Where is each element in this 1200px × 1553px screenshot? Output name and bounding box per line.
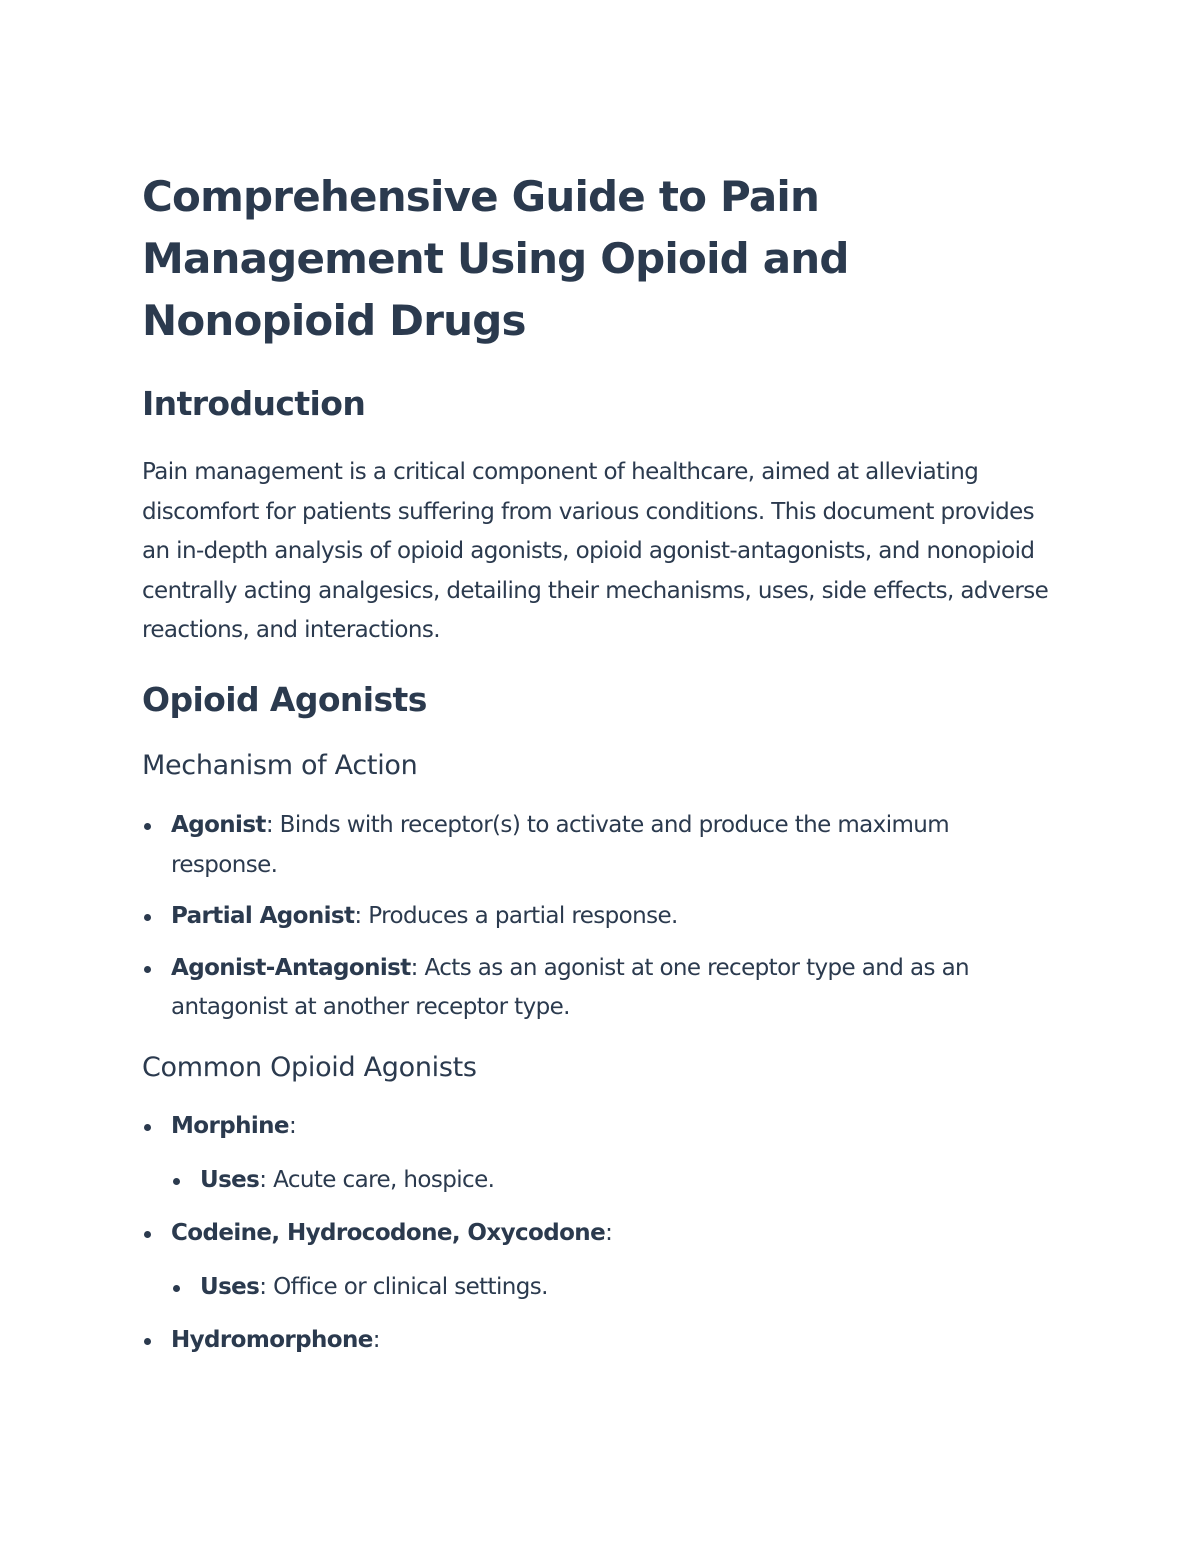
term-description: : Acts as an agonist at one receptor type and as an antagonist at another receptor type. (171, 954, 970, 1021)
list-item-agonist (142, 806, 1062, 885)
list-item-agonist-antagonist (142, 949, 1062, 1028)
list-item-codeine-hydrocodone-oxycodone (142, 1214, 1062, 1254)
common-agonists-list (142, 1107, 1062, 1361)
term-description: : Binds with receptor(s) to activate and produce the maximum response. (171, 811, 950, 878)
document-page (142, 166, 1062, 1361)
uses-text: : Acute care, hospice. (259, 1166, 495, 1193)
document-title: Comprehensive Guide to Pain Management Using Opioid and Nonopioid Drugs (142, 172, 849, 345)
uses-text: : Office or clinical settings. (259, 1273, 548, 1300)
drug-suffix: : (605, 1220, 613, 1247)
uses-label: Uses (200, 1166, 260, 1193)
introduction-paragraph: Pain management is a critical component of healthcare, aimed at alleviating discomfort for patients suffering from various conditions. This document provides an in-depth analysis of opioid agonists, opioid agonist-antagonists, and nonopioid centrally acting analgesics, detailing their mechanisms, uses, side effects, adverse reactions, and interactions. (142, 459, 1049, 644)
mechanism-list (142, 806, 1062, 1028)
list-item-partial-agonist (142, 897, 1062, 937)
list-item-morphine (142, 1107, 1062, 1147)
drug-name: Morphine (171, 1112, 289, 1139)
drug-suffix: : (288, 1112, 297, 1139)
term-description: : Produces a partial response. (354, 903, 678, 930)
drug-suffix: : (372, 1327, 380, 1354)
mechanism-of-action-heading: Mechanism of Action (142, 749, 418, 781)
term-label: Agonist-Antagonist (171, 954, 411, 981)
opioid-agonists-heading: Opioid Agonists (142, 679, 427, 719)
term-label: Partial Agonist (171, 903, 355, 930)
common-opioid-agonists-heading: Common Opioid Agonists (142, 1051, 477, 1083)
drug-name: Codeine, Hydrocodone, Oxycodone (171, 1220, 606, 1247)
list-item-morphine-uses (171, 1161, 1062, 1201)
drug-name: Hydromorphone (171, 1327, 373, 1354)
uses-label: Uses (200, 1273, 260, 1300)
term-label: Agonist (171, 811, 266, 838)
introduction-heading: Introduction (142, 384, 366, 423)
list-item-hydromorphone (142, 1321, 1062, 1361)
list-item-codeine-uses (171, 1268, 1062, 1308)
